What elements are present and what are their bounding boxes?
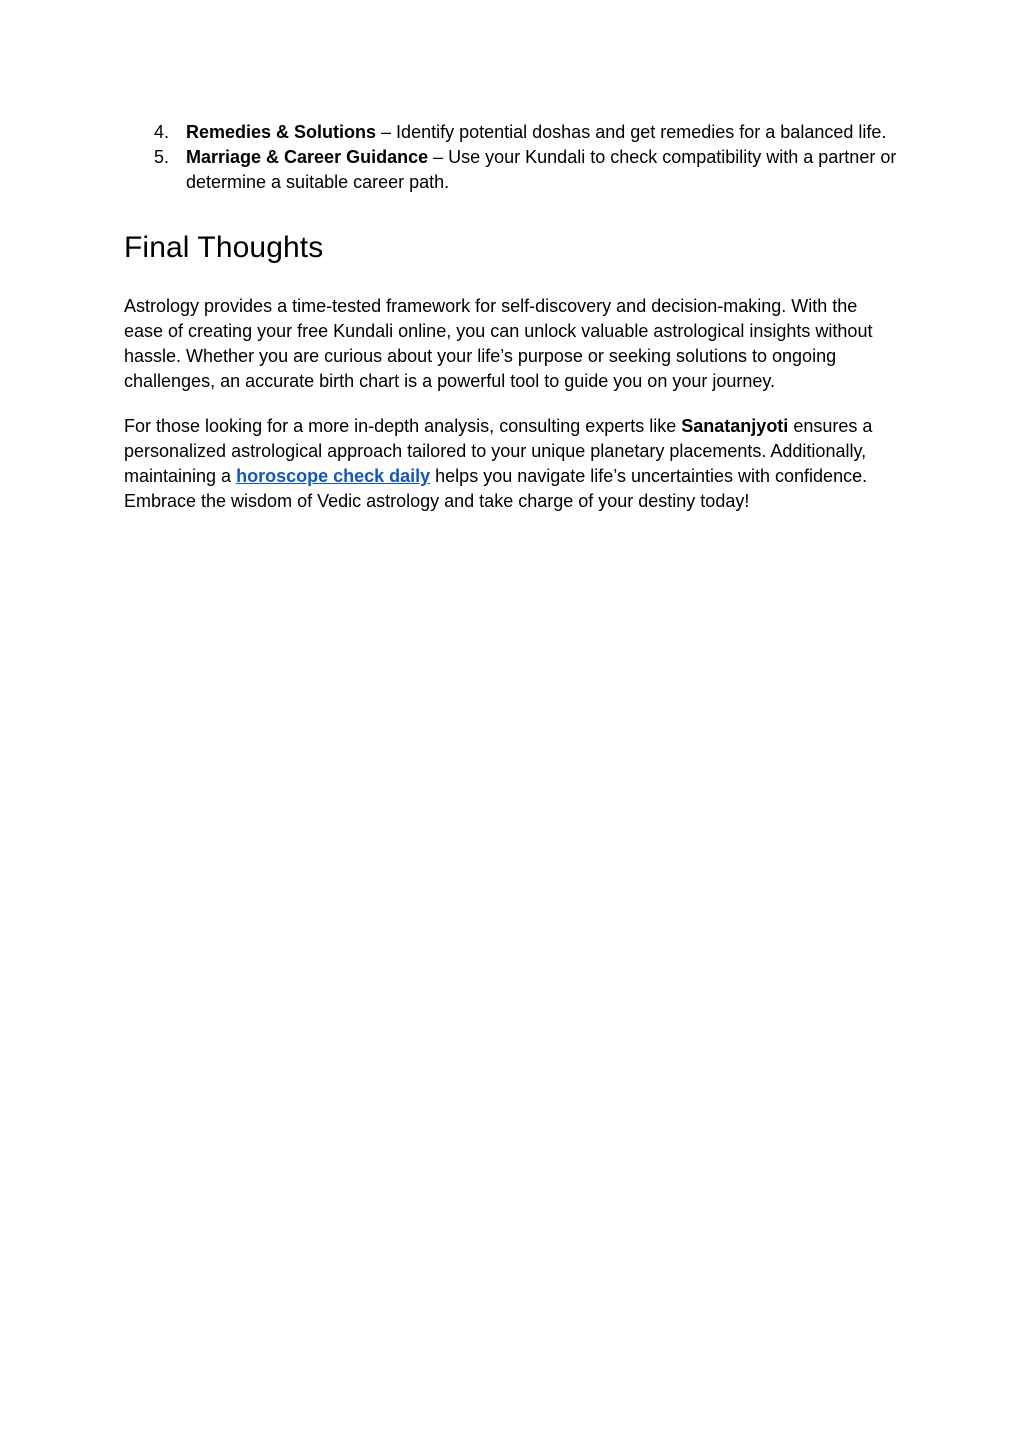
brand-name: Sanatanjyoti (681, 416, 789, 436)
list-item (124, 145, 900, 195)
list-item-title: Marriage & Career Guidance (186, 147, 429, 167)
numbered-list (124, 120, 900, 195)
paragraph-astrology-intro: Astrology provides a time-tested framework for self-discovery and decision-making. With the ease of creating your free Kundali online, you can unlock valuable astrological insights without hassle. Whether you are curious about your life’s purpose or seeking solutions to ongoing challenges, an accurate birth chart is a powerful tool to guide you on your journey. (124, 296, 873, 391)
document-page (124, 120, 900, 514)
paragraph-expert-consultation (124, 414, 900, 514)
section-heading: Final Thoughts (124, 231, 324, 264)
paragraph-text: For those looking for a more in-depth analysis, consulting experts like (124, 416, 682, 436)
list-item-text: – Identify potential doshas and get remedies for a balanced life. (376, 122, 887, 142)
list-item-text: – Use your Kundali to check compatibility with a partner or determine a suitable career path. (186, 147, 897, 192)
list-item (124, 120, 900, 145)
paragraph-text: helps you navigate life’s uncertainties with confidence. Embrace the wisdom of Vedic astrology and take charge of your destiny today! (124, 466, 868, 511)
list-item-number: 5. (154, 147, 170, 167)
horoscope-check-daily-link[interactable]: horoscope check daily (236, 466, 431, 486)
list-item-title: Remedies & Solutions (186, 122, 377, 142)
paragraph-text: ensures a personalized astrological approach tailored to your unique planetary placements. Additionally, maintaining a (124, 416, 873, 486)
list-item-number: 4. (154, 122, 170, 142)
